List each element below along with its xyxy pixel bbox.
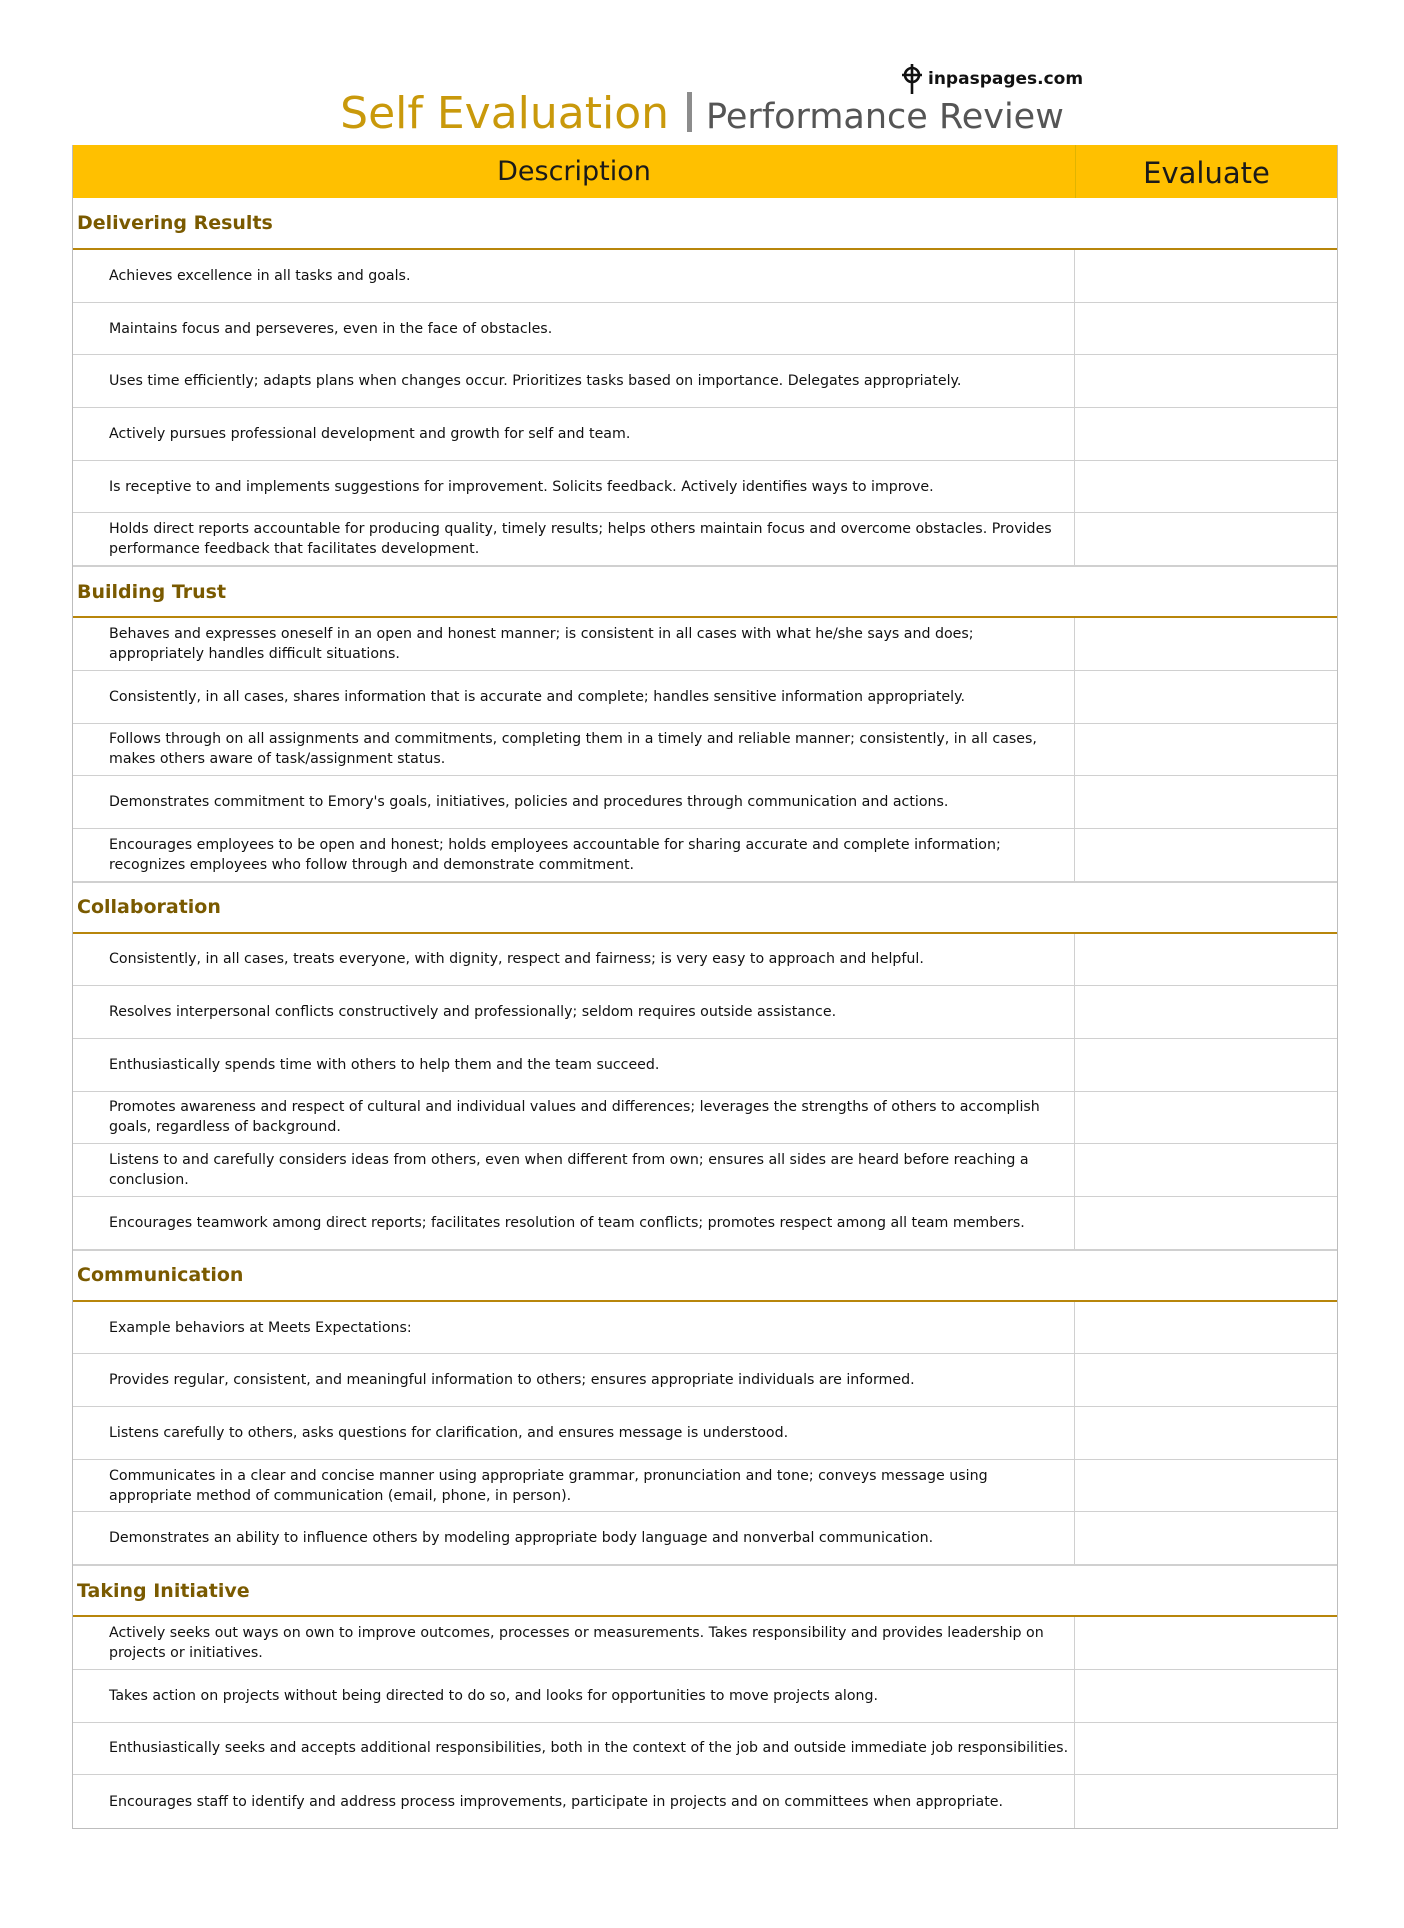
description-cell: Listens to and carefully considers ideas from others, even when different from own; ensures all sides are heard before reaching a conclusion. [73, 1144, 1075, 1196]
evaluate-cell[interactable] [1075, 1723, 1337, 1775]
table-row [73, 1039, 1337, 1092]
evaluate-cell[interactable] [1075, 1775, 1337, 1828]
section-title: Collaboration [73, 882, 1337, 934]
description-cell: Follows through on all assignments and commitments, completing them in a timely and reliable manner; consistently, in all cases, makes others aware of task/assignment status. [73, 724, 1075, 776]
evaluate-cell[interactable] [1075, 724, 1337, 776]
section-group [73, 934, 1337, 1250]
table-row [73, 1723, 1337, 1776]
table-row [73, 1512, 1337, 1565]
description-cell: Demonstrates an ability to influence others by modeling appropriate body language and nonverbal communication. [73, 1512, 1075, 1564]
table-body [73, 198, 1337, 1828]
section-title: Communication [73, 1250, 1337, 1302]
evaluate-cell[interactable] [1075, 1670, 1337, 1722]
evaluate-cell[interactable] [1075, 618, 1337, 670]
table-row [73, 1460, 1337, 1513]
description-cell: Encourages teamwork among direct reports; facilitates resolution of team conflicts; promotes respect among all team members. [73, 1197, 1075, 1249]
evaluate-cell[interactable] [1075, 513, 1337, 565]
table-row [73, 250, 1337, 303]
table-row [73, 724, 1337, 777]
description-cell: Achieves excellence in all tasks and goals. [73, 250, 1075, 302]
evaluate-cell[interactable] [1075, 986, 1337, 1038]
description-cell: Holds direct reports accountable for producing quality, timely results; helps others maintain focus and overcome obstacles. Provides performance feedback that facilitates development. [73, 513, 1075, 565]
evaluate-cell[interactable] [1075, 1144, 1337, 1196]
section-title: Taking Initiative [73, 1565, 1337, 1617]
table-row [73, 513, 1337, 566]
description-cell: Listens carefully to others, asks questions for clarification, and ensures message is understood. [73, 1407, 1075, 1459]
description-cell: Behaves and expresses oneself in an open and honest manner; is consistent in all cases with what he/she says and does; appropriately handles difficult situations. [73, 618, 1075, 670]
evaluate-cell[interactable] [1075, 1407, 1337, 1459]
table-row [73, 1197, 1337, 1250]
table-row [73, 1407, 1337, 1460]
evaluate-cell[interactable] [1075, 1354, 1337, 1406]
description-cell: Encourages employees to be open and honest; holds employees accountable for sharing accurate and complete information; recognizes employees who follow through and demonstrate commitment. [73, 829, 1075, 881]
section-group [73, 1617, 1337, 1828]
table-row [73, 1775, 1337, 1828]
description-cell: Uses time efficiently; adapts plans when changes occur. Prioritizes tasks based on importance. Delegates appropriately. [73, 355, 1075, 407]
table-row [73, 1670, 1337, 1723]
brand-name: inpaspages.com [928, 69, 1084, 89]
table-row [73, 618, 1337, 671]
description-cell: Maintains focus and perseveres, even in the face of obstacles. [73, 303, 1075, 355]
table-row [73, 671, 1337, 724]
table-row [73, 1092, 1337, 1145]
description-cell: Resolves interpersonal conflicts constructively and professionally; seldom requires outside assistance. [73, 986, 1075, 1038]
table-row [73, 1354, 1337, 1407]
description-cell: Promotes awareness and respect of cultural and individual values and differences; leverages the strengths of others to accomplish goals, regardless of background. [73, 1092, 1075, 1144]
evaluate-cell[interactable] [1075, 250, 1337, 302]
evaluate-cell[interactable] [1075, 303, 1337, 355]
table-row [73, 1302, 1337, 1355]
evaluate-cell[interactable] [1075, 355, 1337, 407]
description-cell: Encourages staff to identify and address process improvements, participate in projects and on committees when appropriate. [73, 1775, 1075, 1828]
evaluate-cell[interactable] [1075, 1197, 1337, 1249]
evaluate-cell[interactable] [1075, 1092, 1337, 1144]
section-title: Delivering Results [73, 198, 1337, 250]
title-sub: Performance Review [706, 97, 1064, 137]
evaluation-table [72, 145, 1338, 1829]
description-cell: Provides regular, consistent, and meaningful information to others; ensures appropriate individuals are informed. [73, 1354, 1075, 1406]
evaluate-cell[interactable] [1075, 1460, 1337, 1512]
table-row [73, 829, 1337, 882]
description-cell: Enthusiastically spends time with others to help them and the team succeed. [73, 1039, 1075, 1091]
description-cell: Actively pursues professional development and growth for self and team. [73, 408, 1075, 460]
section-group [73, 618, 1337, 881]
evaluate-cell[interactable] [1075, 408, 1337, 460]
description-cell: Consistently, in all cases, shares information that is accurate and complete; handles sensitive information appropriately. [73, 671, 1075, 723]
table-row [73, 1617, 1337, 1670]
description-cell: Enthusiastically seeks and accepts additional responsibilities, both in the context of the job and outside immediate job responsibilities. [73, 1723, 1075, 1775]
evaluate-cell[interactable] [1075, 776, 1337, 828]
title-main: Self Evaluation [340, 88, 670, 139]
section-group [73, 250, 1337, 566]
header-evaluate: Evaluate [1143, 155, 1270, 190]
table-row [73, 986, 1337, 1039]
evaluate-cell[interactable] [1075, 461, 1337, 513]
table-row [73, 461, 1337, 514]
table-row [73, 934, 1337, 987]
title-divider [687, 92, 692, 132]
evaluate-cell[interactable] [1075, 934, 1337, 986]
evaluate-cell[interactable] [1075, 1512, 1337, 1564]
table-row [73, 1144, 1337, 1197]
description-cell: Consistently, in all cases, treats everyone, with dignity, respect and fairness; is very easy to approach and helpful. [73, 934, 1075, 986]
evaluate-cell[interactable] [1075, 1039, 1337, 1091]
description-cell: Example behaviors at Meets Expectations: [73, 1302, 1075, 1354]
evaluate-cell[interactable] [1075, 829, 1337, 881]
table-row [73, 355, 1337, 408]
description-cell: Actively seeks out ways on own to improve outcomes, processes or measurements. Takes responsibility and provides leadership on projects or initiatives. [73, 1617, 1075, 1669]
header-description: Description [73, 145, 1076, 198]
table-row [73, 408, 1337, 461]
page-title [0, 88, 1404, 139]
description-cell: Takes action on projects without being directed to do so, and looks for opportunities to move projects along. [73, 1670, 1075, 1722]
description-cell: Demonstrates commitment to Emory's goals, initiatives, policies and procedures through communication and actions. [73, 776, 1075, 828]
table-row [73, 303, 1337, 356]
evaluate-cell[interactable] [1075, 1617, 1337, 1669]
table-row [73, 776, 1337, 829]
description-cell: Is receptive to and implements suggestions for improvement. Solicits feedback. Actively identifies ways to improve. [73, 461, 1075, 513]
table-header [73, 145, 1337, 198]
evaluate-cell[interactable] [1075, 1302, 1337, 1354]
evaluate-cell[interactable] [1075, 671, 1337, 723]
description-cell: Communicates in a clear and concise manner using appropriate grammar, pronunciation and tone; conveys message using appropriate method of communication (email, phone, in person). [73, 1460, 1075, 1512]
section-title: Building Trust [73, 566, 1337, 618]
section-group [73, 1302, 1337, 1565]
